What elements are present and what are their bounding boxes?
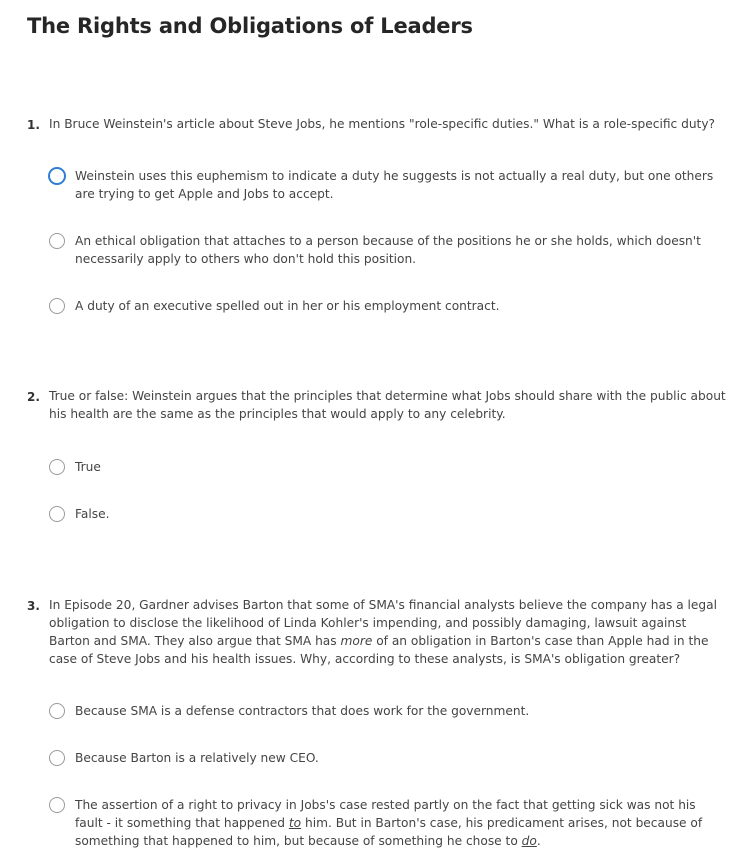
question-1-number: 1.	[27, 118, 40, 132]
radio-button[interactable]	[49, 233, 65, 249]
option-label: False.	[75, 507, 110, 521]
option-label: True	[75, 460, 101, 474]
radio-button[interactable]	[49, 459, 65, 475]
option-label: An ethical obligation that attaches to a person because of the positions he or she holds, which doesn't necessarily apply to others who don't hold this position.	[75, 234, 701, 266]
option-label: Because Barton is a relatively new CEO.	[75, 751, 319, 765]
option-label: Weinstein uses this euphemism to indicate a duty he suggests is not actually a real duty, but one others are trying to get Apple and Jobs to accept.	[75, 169, 714, 201]
question-3-emphasis: more	[340, 634, 373, 648]
option-text-part: The assertion of a right to privacy in Jobs's case rested partly on the fact that getting sick was not his fault - it something that happened	[75, 798, 696, 830]
question-2-text: True or false: Weinstein argues that the principles that determine what Jobs should share with the public about his health are the same as the principles that would apply to any celebrity.	[49, 389, 726, 421]
question-3-text-part: of an obligation in Barton's case than Apple had in the case of Steve Jobs and his health issues. Why, according to these analysts, is SMA's obligation greater?	[49, 634, 709, 666]
radio-button[interactable]	[49, 750, 65, 766]
option-text-part: .	[536, 834, 541, 848]
option-label	[75, 796, 725, 850]
option-text-part: him. But in Barton's case, his predicament arises, not because of something that happened to him, but because of something he chose to	[75, 816, 703, 848]
question-2-number: 2.	[27, 390, 40, 404]
option-emphasis-do: do	[521, 834, 537, 848]
radio-button[interactable]	[49, 797, 65, 813]
option-label: Because SMA is a defense contractors that does work for the government.	[75, 704, 530, 718]
question-3-text	[49, 596, 729, 668]
radio-button[interactable]	[48, 167, 66, 185]
question-3-text-part: In Episode 20, Gardner advises Barton that some of SMA's financial analysts believe the company has a legal obligation to disclose the likelihood of Linda Kohler's impending, and possibly damaging, lawsuit against Barton and SMA. They also argue that SMA has	[49, 598, 718, 648]
radio-button[interactable]	[49, 506, 65, 522]
radio-button[interactable]	[49, 298, 65, 314]
option-emphasis-to: to	[288, 816, 302, 830]
option-label: A duty of an executive spelled out in her or his employment contract.	[75, 299, 500, 313]
page-title: The Rights and Obligations of Leaders	[27, 14, 473, 38]
question-3-number: 3.	[27, 599, 40, 613]
question-1-text: In Bruce Weinstein's article about Steve Jobs, he mentions "role-specific duties." What is a role-specific duty?	[49, 117, 716, 131]
radio-button[interactable]	[49, 703, 65, 719]
